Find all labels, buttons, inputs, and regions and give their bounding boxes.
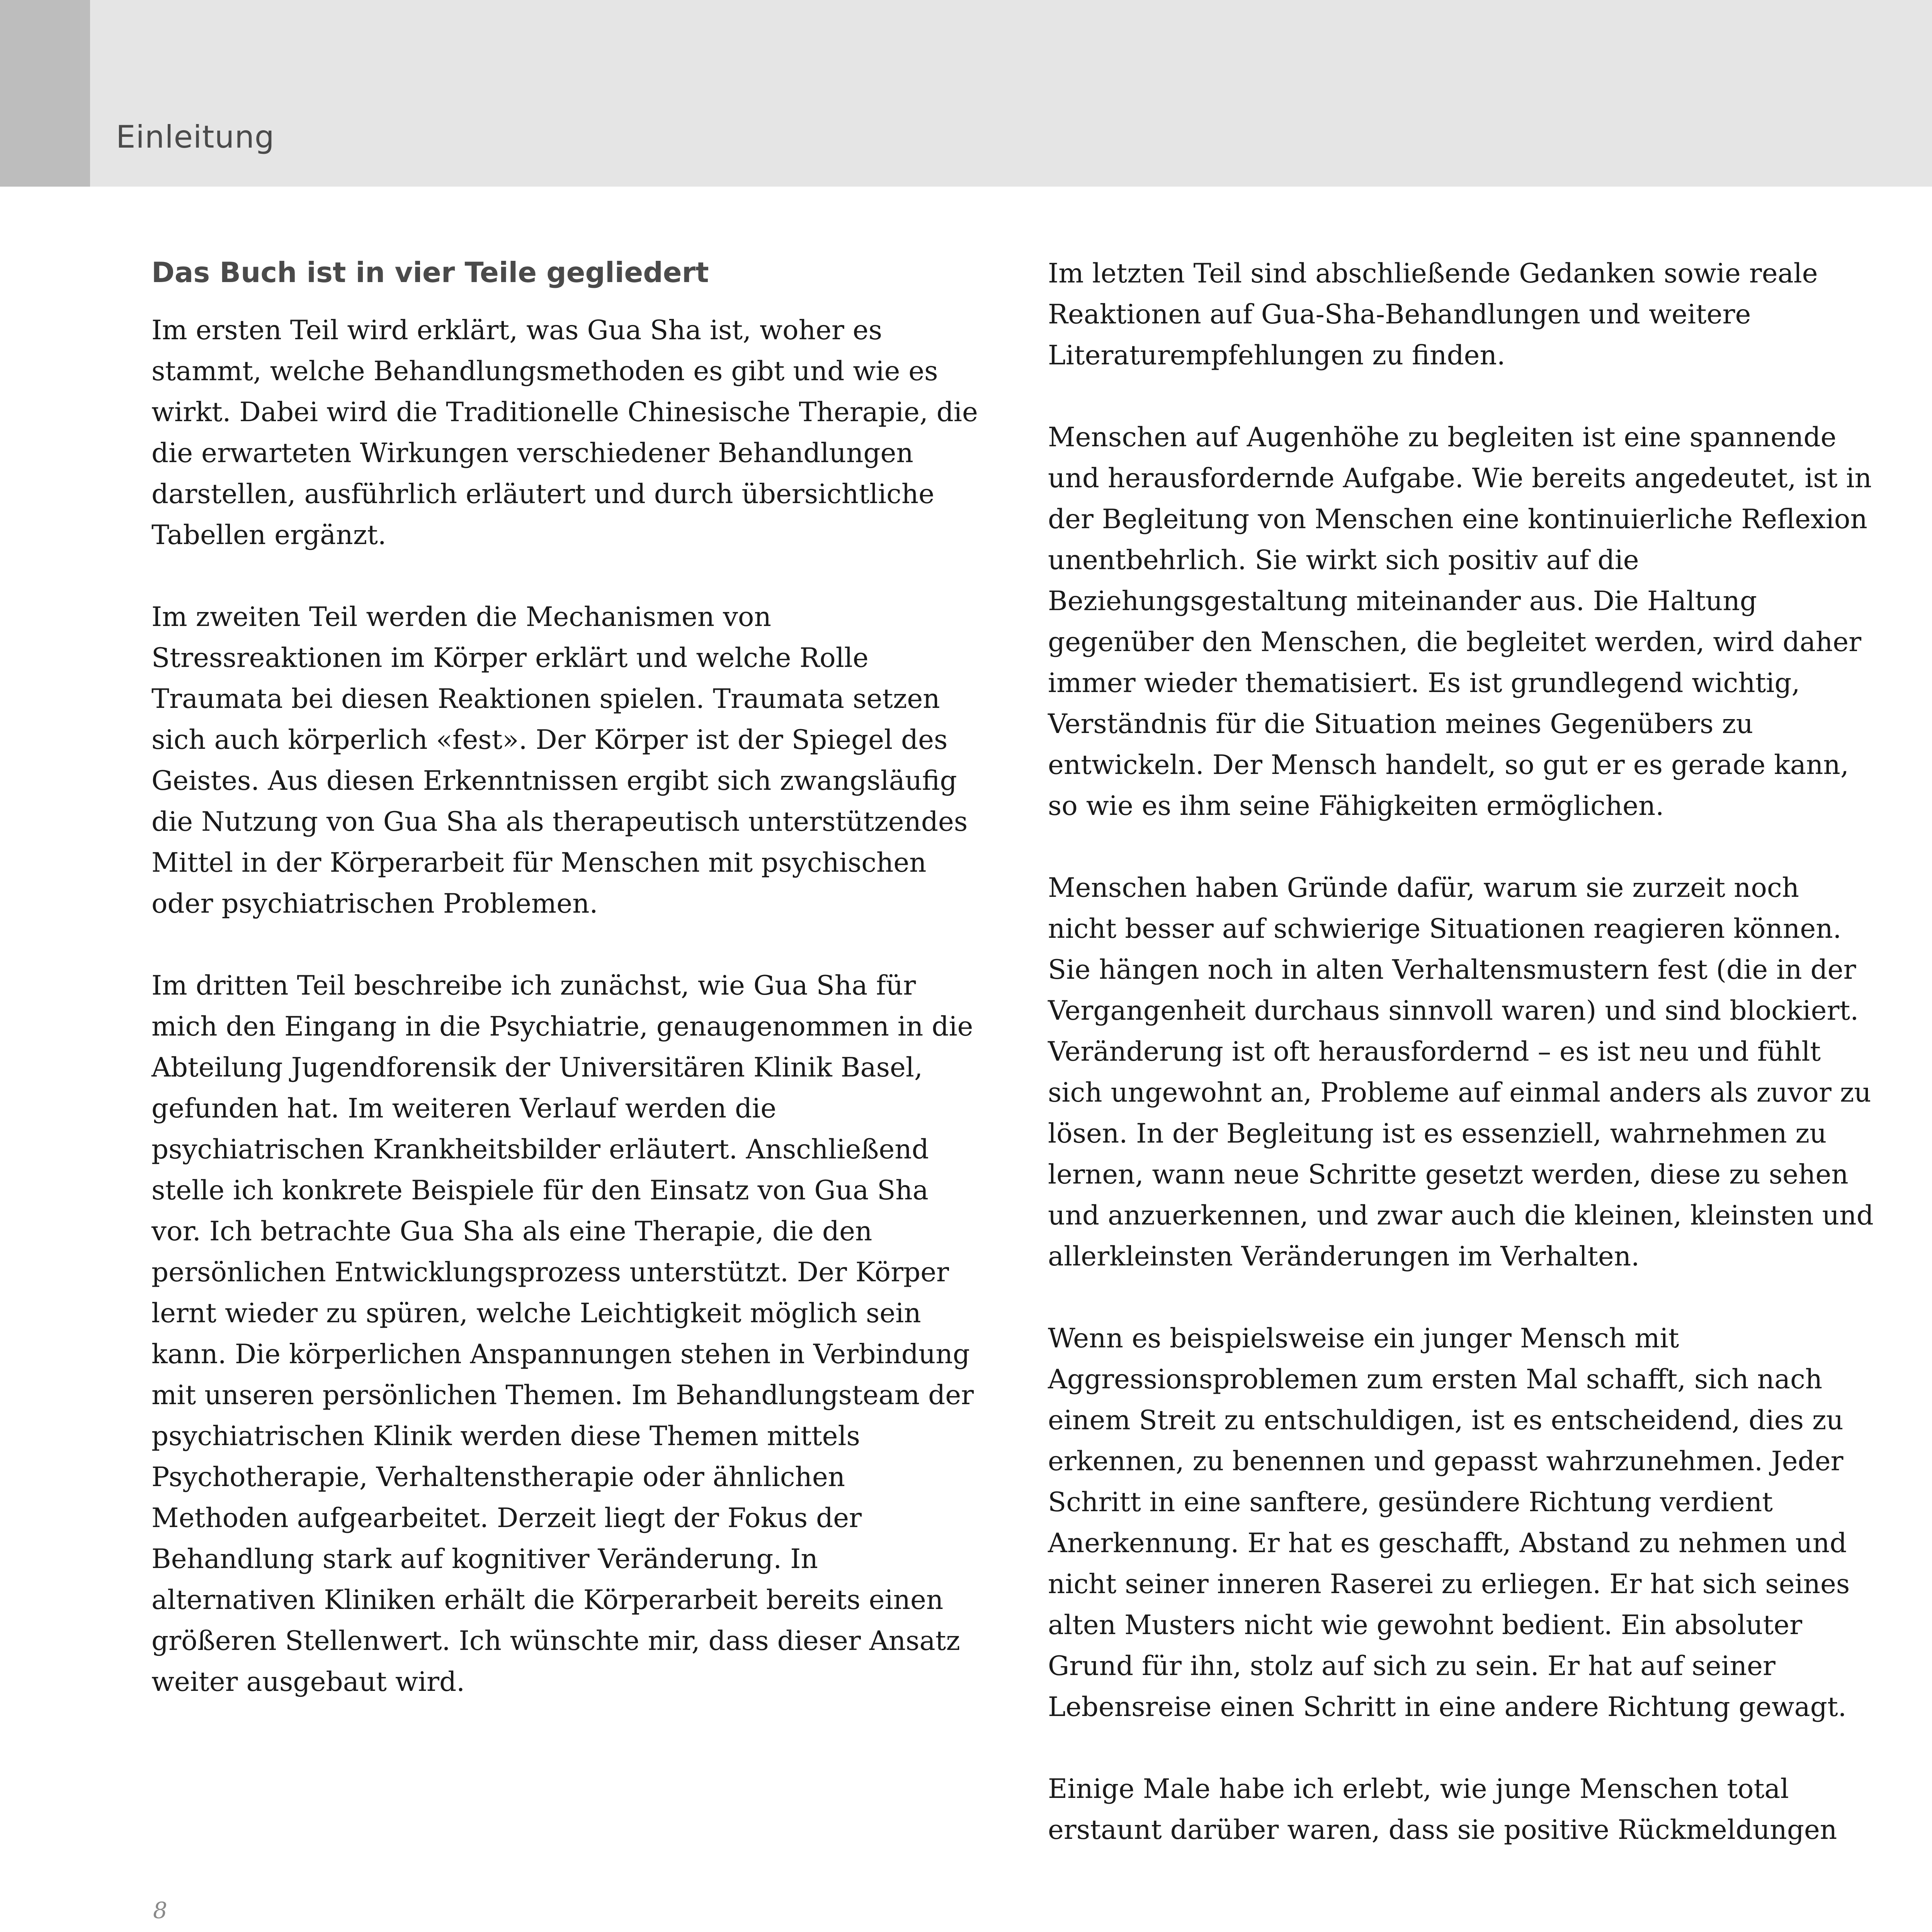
page-number: 8	[153, 1897, 167, 1923]
paragraph-reasons: Menschen haben Gründe dafür, warum sie zurzeit noch nicht besser auf schwierige Situationen reagieren können. Sie hängen noch in alten Verhaltensmustern fest (die in der Vergangenheit durchaus sinnvoll waren) und sind blockiert. Veränderung ist oft herausfordernd – es ist neu und fühlt sich ungewohnt an, Probleme auf einmal anders als zuvor zu lösen. In der Begleitung ist es essenziell, wahrnehmen zu lernen, wann neue Schritte gesetzt werden, diese zu sehen und anzuerkennen, und zwar auch die kleinen, kleinsten und allerkleinsten Veränderungen im Verhalten.	[1048, 872, 1874, 1272]
header-tab-marker	[0, 0, 90, 187]
right-column	[1048, 253, 1875, 1850]
paragraph-example: Wenn es beispielsweise ein junger Mensch mit Aggressionsproblemen zum ersten Mal schafft, sich nach einem Streit zu entschuldigen, ist es entscheidend, dies zu erkennen, zu benennen und gepasst wahrzunehmen. Jeder Schritt in eine sanftere, gesündere Richtung verdient Anerkennung. Er hat es geschafft, Abstand zu nehmen und nicht seiner inneren Raserei zu erliegen. Er hat sich seines alten Musters nicht wie gewohnt bedient. Ein absoluter Grund für ihn, stolz auf sich zu sein. Er hat auf seiner Lebensreise einen Schritt in eine andere Richtung gewagt.	[1048, 1323, 1850, 1723]
header-band	[0, 0, 1932, 187]
paragraph-part-three: Im dritten Teil beschreibe ich zunächst, wie Gua Sha für mich den Eingang in die Psychiatrie, genaugenommen in die Abteilung Jugendforensik der Universitären Klinik Basel, gefunden hat. Im weiteren Verlauf werden die psychiatrischen Krankheitsbilder erläutert. Anschließend stelle ich konkrete Beispiele für den Einsatz von Gua Sha vor. Ich betrachte Gua Sha als eine Therapie, die den persönlichen Entwicklungsprozess unterstützt. Der Körper lernt wieder zu spüren, welche Leichtigkeit möglich sein kann. Die körperlichen Anspannungen stehen in Verbindung mit unseren persönlichen Themen. Im Behandlungsteam der psychiatrischen Klinik werden diese Themen mittels Psychotherapie, Verhaltenstherapie oder ähnlichen Methoden aufgearbeitet. Derzeit liegt der Fokus der Behandlung stark auf kognitiver Veränderung. In alternativen Kliniken erhält die Körperarbeit bereits einen größeren Stellenwert. Ich wünschte mir, dass dieser Ansatz weiter ausgebaut wird.	[151, 970, 974, 1697]
section-heading: Das Buch ist in vier Teile gegliedert	[151, 256, 709, 289]
paragraph-part-one: Im ersten Teil wird erklärt, was Gua Sha ist, woher es stammt, welche Behandlungsmethoden es gibt und wie es wirkt. Dabei wird die Traditionelle Chinesische Therapie, die die erwarteten Wirkungen verschiedener Behandlungen darstellen, ausführlich erläutert und durch übersichtliche Tabellen ergänzt.	[151, 315, 978, 551]
paragraph-eye-level: Menschen auf Augenhöhe zu begleiten ist eine spannende und herausfordernde Aufgabe. Wie bereits angedeutet, ist in der Begleitung von Menschen eine kontinuierliche Reflexion unentbehrlich. Sie wirkt sich positiv auf die Beziehungsgestaltung miteinander aus. Die Haltung gegenüber den Menschen, die begleitet werden, wird daher immer wieder thematisiert. Es ist grundlegend wichtig, Verständnis für die Situation meines Gegenübers zu entwickeln. Der Mensch handelt, so gut er es gerade kann, so wie es ihm seine Fähigkeiten ermöglichen.	[1048, 422, 1872, 821]
left-column	[151, 253, 978, 1702]
paragraph-continued: Einige Male habe ich erlebt, wie junge Menschen total erstaunt darüber waren, dass sie positive Rückmeldungen	[1048, 1774, 1837, 1845]
paragraph-part-four: Im letzten Teil sind abschließende Gedanken sowie reale Reaktionen auf Gua-Sha-Behandlungen und weitere Literaturempfehlungen zu finden.	[1048, 258, 1818, 371]
paragraph-part-two: Im zweiten Teil werden die Mechanismen von Stressreaktionen im Körper erklärt und welche Rolle Traumata bei diesen Reaktionen spielen. Traumata setzen sich auch körperlich «fest». Der Körper ist der Spiegel des Geistes. Aus diesen Erkenntnissen ergibt sich zwangsläufig die Nutzung von Gua Sha als therapeutisch unterstützendes Mittel in der Körperarbeit für Menschen mit psychischen oder psychiatrischen Problemen.	[151, 601, 968, 919]
chapter-title: Einleitung	[116, 119, 275, 155]
